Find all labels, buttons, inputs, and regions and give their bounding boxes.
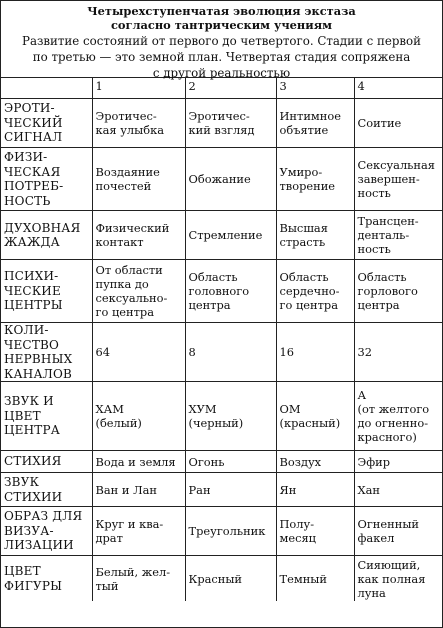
label-line: ЦВЕТ	[4, 408, 41, 423]
cell-line: От области	[95, 263, 163, 277]
table-header	[1, 1, 442, 78]
cell-line: Белый, жел-	[95, 564, 171, 579]
stage-1-cell	[92, 211, 185, 260]
stage-number-row	[1, 78, 442, 99]
label-line: ФИГУРЫ	[4, 578, 63, 593]
table-row	[1, 382, 442, 451]
label-line: ЧЕСКАЯ	[4, 164, 61, 179]
label-line: СТИХИЯ	[4, 454, 62, 469]
cell-line: Огонь	[188, 454, 225, 469]
label-line: ЦВЕТ	[4, 564, 41, 578]
row-category-label	[1, 211, 92, 260]
cell-line: Вода и земля	[95, 454, 176, 469]
cell-line: луна	[357, 585, 386, 600]
cell-line: факел	[357, 531, 395, 545]
row-category-label	[1, 382, 92, 451]
stage-3-cell	[276, 473, 354, 507]
cell-line: драт	[95, 531, 123, 545]
cell-line: (красный)	[279, 416, 341, 430]
cell-line: денталь-	[357, 228, 410, 242]
stage-1-cell	[92, 556, 185, 602]
stage-1-cell	[92, 260, 185, 323]
label-line: ЭРОТИ-	[4, 101, 55, 116]
cell-line: как полная	[357, 571, 426, 586]
stage-4-cell	[354, 323, 442, 382]
cell-line: Область	[279, 270, 329, 284]
stage-4-cell	[354, 211, 442, 260]
label-line: ПОТРЕБ-	[4, 179, 64, 193]
stage-4-cell	[354, 99, 442, 148]
cell-line: кая улыбка	[95, 123, 164, 137]
stage-number: 2	[185, 78, 276, 99]
cell-line: Физический	[95, 221, 170, 235]
label-line: ЖАЖДА	[4, 235, 60, 249]
cell-line: Ран	[188, 482, 211, 497]
stage-1-cell	[92, 148, 185, 211]
cell-line: Круг и ква-	[95, 517, 164, 531]
cell-line: страсть	[279, 235, 326, 249]
cell-line: Сексуальная	[357, 158, 435, 172]
stage-3-cell	[276, 99, 354, 148]
stage-4-cell	[354, 260, 442, 323]
table-row	[1, 260, 442, 323]
stage-3-cell	[276, 260, 354, 323]
subtitle-line: Развитие состояний от первого до четвертого. Стадии с первой	[22, 34, 421, 48]
cell-line: ХАМ	[95, 402, 124, 416]
subtitle	[1, 33, 442, 81]
cell-line: 16	[279, 345, 294, 359]
cell-line: завершен-	[357, 172, 420, 186]
table-row	[1, 99, 442, 148]
stage-2-cell	[185, 99, 276, 148]
cell-line: до огненно-	[357, 416, 429, 430]
stage-3-cell	[276, 211, 354, 260]
cell-line: (белый)	[95, 416, 142, 430]
label-line: СИГНАЛ	[4, 130, 63, 145]
cell-line: (черный)	[188, 416, 244, 430]
cell-line: Область	[357, 270, 407, 284]
cell-line: Интимное	[279, 109, 341, 123]
cell-line: Эфир	[357, 454, 391, 469]
cell-line: Высшая	[279, 221, 328, 235]
cell-line: почестей	[95, 179, 152, 193]
row-category-label	[1, 323, 92, 382]
stage-2-cell	[185, 507, 276, 556]
cell-line: горлового	[357, 284, 418, 298]
cell-line: ность	[357, 242, 391, 256]
table-row	[1, 473, 442, 507]
stage-number: 3	[276, 78, 354, 99]
row-category-label	[1, 507, 92, 556]
stage-1-cell	[92, 382, 185, 451]
cell-line: Огненный	[357, 517, 419, 531]
cell-line: Сияющий,	[357, 557, 421, 572]
label-line: ЧЕСТВО	[4, 337, 60, 352]
label-line: ПСИХИ-	[4, 269, 59, 284]
cell-line: Темный	[279, 571, 327, 586]
cell-line: Ян	[279, 482, 297, 497]
stage-number: 1	[92, 78, 185, 99]
stage-3-cell	[276, 148, 354, 211]
stage-2-cell	[185, 260, 276, 323]
label-line: ЗВУК	[4, 475, 40, 489]
cell-line: 64	[95, 345, 110, 359]
cell-line: центра	[357, 298, 400, 312]
empty-corner-cell	[1, 78, 92, 99]
cell-line: Эротичес-	[95, 109, 157, 123]
label-line: СТИХИИ	[4, 489, 63, 504]
row-category-label	[1, 556, 92, 602]
table-row	[1, 148, 442, 211]
stage-number: 4	[354, 78, 442, 99]
label-line: ОБРАЗ ДЛЯ	[4, 509, 83, 524]
stage-4-cell	[354, 556, 442, 602]
stage-2-cell	[185, 451, 276, 473]
cell-line: го центра	[95, 305, 154, 319]
cell-line: кий взгляд	[188, 123, 255, 137]
cell-line: головного	[188, 284, 250, 298]
label-line: ЦЕНТРЫ	[4, 298, 63, 313]
cell-line: Хан	[357, 482, 380, 497]
cell-line: ность	[357, 186, 391, 200]
cell-line: тый	[95, 578, 119, 593]
stage-3-cell	[276, 556, 354, 602]
stage-4-cell	[354, 451, 442, 473]
subtitle-line: по третью — это земной план. Четвертая стадия сопряжена	[32, 50, 411, 64]
cell-line: сексуально-	[95, 291, 168, 305]
cell-line: 32	[357, 345, 372, 359]
stage-4-cell	[354, 148, 442, 211]
row-category-label	[1, 99, 92, 148]
row-category-label	[1, 451, 92, 473]
label-line: ВИЗУА-	[4, 523, 54, 538]
label-line: ФИЗИ-	[4, 150, 48, 164]
stage-3-cell	[276, 382, 354, 451]
label-line: НОСТЬ	[4, 193, 51, 208]
label-line: ЧЕСКИЙ	[4, 115, 63, 130]
cell-line: ОМ	[279, 402, 301, 416]
cell-line: А	[357, 388, 367, 402]
cell-line: Красный	[188, 571, 243, 586]
stage-4-cell	[354, 507, 442, 556]
label-line: ДУХОВНАЯ	[4, 220, 81, 235]
cell-line: пупка до	[95, 277, 149, 291]
row-category-label	[1, 473, 92, 507]
ecstasy-table	[1, 78, 442, 601]
cell-line: Воздух	[279, 454, 322, 469]
label-line: ЗВУК И	[4, 394, 54, 409]
cell-line: месяц	[279, 531, 316, 545]
stage-4-cell	[354, 382, 442, 451]
label-line: ЦЕНТРА	[4, 423, 61, 438]
table-row	[1, 556, 442, 602]
title-line-1: Четырехступенчатая эволюция экстаза	[87, 4, 356, 18]
subtitle-line: с другой реальностью	[152, 66, 291, 80]
cell-line: Обожание	[188, 172, 251, 186]
table-row	[1, 451, 442, 473]
cell-line: контакт	[95, 235, 144, 249]
cell-line: сердечно-	[279, 284, 340, 298]
cell-line: творение	[279, 179, 336, 193]
cell-line: го центра	[279, 298, 338, 312]
label-line: ЛИЗАЦИИ	[4, 538, 74, 553]
cell-line: Стремление	[188, 228, 263, 242]
cell-line: центра	[188, 298, 231, 312]
stage-2-cell	[185, 382, 276, 451]
stage-4-cell	[354, 473, 442, 507]
table-row	[1, 323, 442, 382]
stage-3-cell	[276, 323, 354, 382]
cell-line: Трансцен-	[357, 214, 419, 228]
row-category-label	[1, 260, 92, 323]
cell-line: Эротичес-	[188, 109, 250, 123]
table-row	[1, 507, 442, 556]
label-line: ЧЕСКИЕ	[4, 283, 61, 298]
stage-2-cell	[185, 323, 276, 382]
table-row	[1, 211, 442, 260]
row-category-label	[1, 148, 92, 211]
cell-line: Соитие	[357, 116, 402, 130]
cell-line: Ван и Лан	[95, 482, 157, 497]
cell-line: объятие	[279, 123, 329, 137]
cell-line: Полу-	[279, 517, 315, 531]
stage-1-cell	[92, 323, 185, 382]
stage-3-cell	[276, 451, 354, 473]
stage-2-cell	[185, 556, 276, 602]
cell-line: Треугольник	[188, 524, 266, 538]
title-line-2: согласно тантрическим учениям	[110, 18, 333, 32]
stage-1-cell	[92, 451, 185, 473]
cell-line: Умиро-	[279, 165, 323, 179]
label-line: НЕРВНЫХ	[4, 352, 73, 366]
cell-line: ХУМ	[188, 402, 217, 416]
cell-line: красного)	[357, 430, 417, 444]
stage-1-cell	[92, 99, 185, 148]
label-line: КОЛИ-	[4, 323, 49, 337]
stage-2-cell	[185, 148, 276, 211]
cell-line: Воздаяние	[95, 165, 160, 179]
cell-line: (от желтого	[357, 402, 430, 416]
stage-3-cell	[276, 507, 354, 556]
cell-line: 8	[188, 345, 196, 359]
cell-line: Область	[188, 270, 238, 284]
stage-2-cell	[185, 211, 276, 260]
stage-2-cell	[185, 473, 276, 507]
label-line: КАНАЛОВ	[4, 366, 72, 381]
stage-1-cell	[92, 473, 185, 507]
stage-1-cell	[92, 507, 185, 556]
